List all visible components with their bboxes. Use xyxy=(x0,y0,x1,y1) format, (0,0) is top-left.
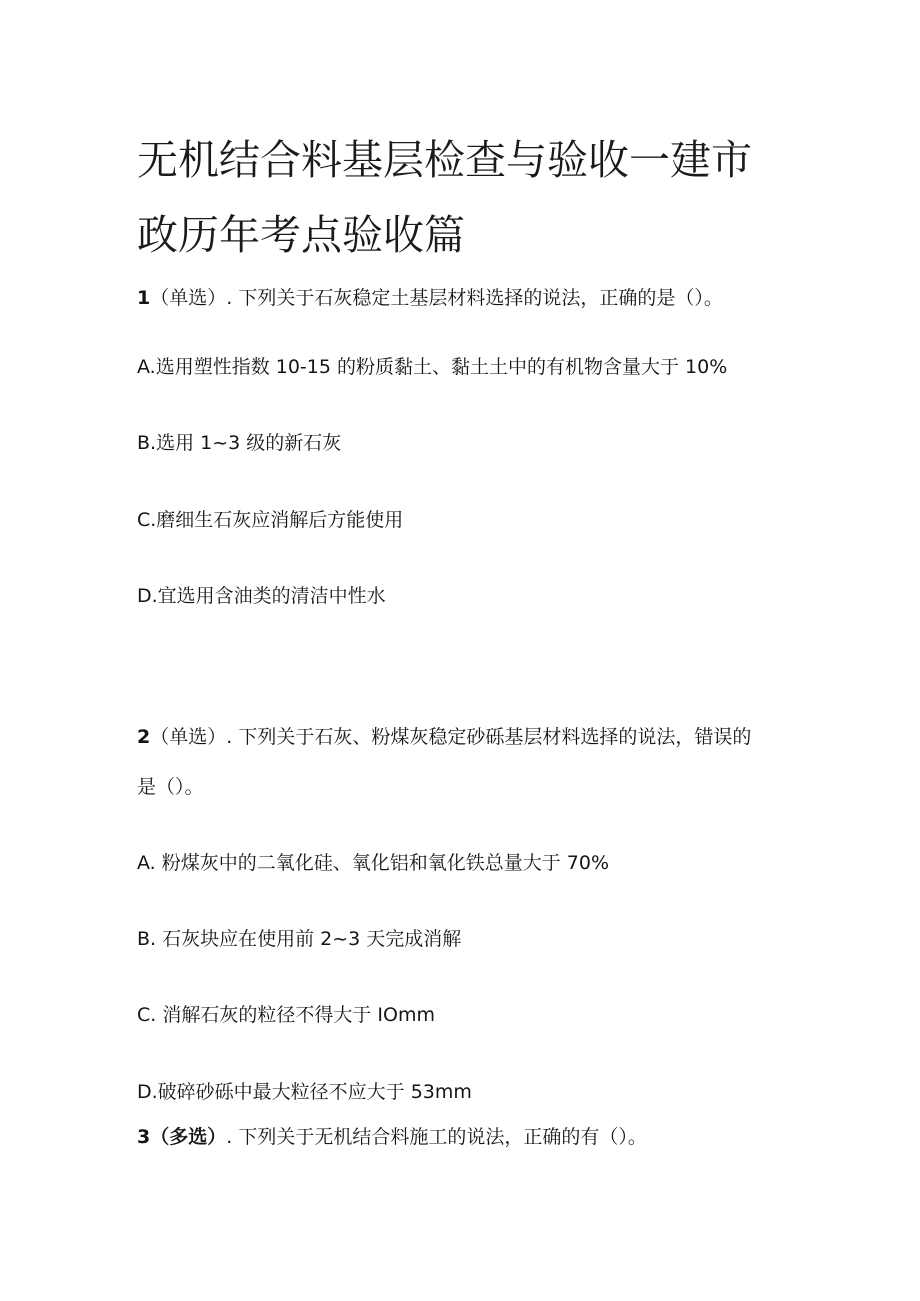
document-title-line-2: 政历年考点验收篇 xyxy=(137,211,465,259)
question-1-number: 1 xyxy=(137,287,151,309)
question-1-type: （单选） xyxy=(150,287,227,309)
question-3-stem xyxy=(137,1126,647,1148)
question-2-number: 2 xyxy=(137,726,151,748)
document-title-line-1: 无机结合料基层检查与验收一建市 xyxy=(137,136,752,184)
question-1-stem xyxy=(137,287,723,309)
question-1-option-b: B.选用 1~3 级的新石灰 xyxy=(137,432,342,454)
question-2-option-c: C. 消解石灰的粒径不得大于 IOmm xyxy=(137,1004,435,1026)
question-1-option-d: D.宜选用含油类的清洁中性水 xyxy=(137,585,386,607)
question-2-option-b: B. 石灰块应在使用前 2~3 天完成消解 xyxy=(137,928,462,950)
question-2-type: （单选） xyxy=(150,726,227,748)
question-1-option-c: C.磨细生石灰应消解后方能使用 xyxy=(137,509,404,531)
question-1-option-a: A.选用塑性指数 10-15 的粉质黏土、黏土土中的有机物含量大于 10% xyxy=(137,356,728,378)
question-2-option-a: A. 粉煤灰中的二氧化硅、氧化铝和氧化铁总量大于 70% xyxy=(137,852,610,874)
question-3-text: . 下列关于无机结合料施工的说法，正确的有（）。 xyxy=(226,1126,647,1148)
question-2-stem xyxy=(137,726,751,748)
question-2-stem-continued: 是（）。 xyxy=(137,776,204,798)
question-3-number: 3 xyxy=(137,1126,151,1148)
question-1-text: . 下列关于石灰稳定土基层材料选择的说法，正确的是（）。 xyxy=(226,287,723,309)
question-2-option-d: D.破碎砂砾中最大粒径不应大于 53mm xyxy=(137,1081,472,1103)
question-2-text: . 下列关于石灰、粉煤灰稳定砂砾基层材料选择的说法，错误的 xyxy=(226,726,752,748)
question-3-type: （多选） xyxy=(150,1126,227,1148)
